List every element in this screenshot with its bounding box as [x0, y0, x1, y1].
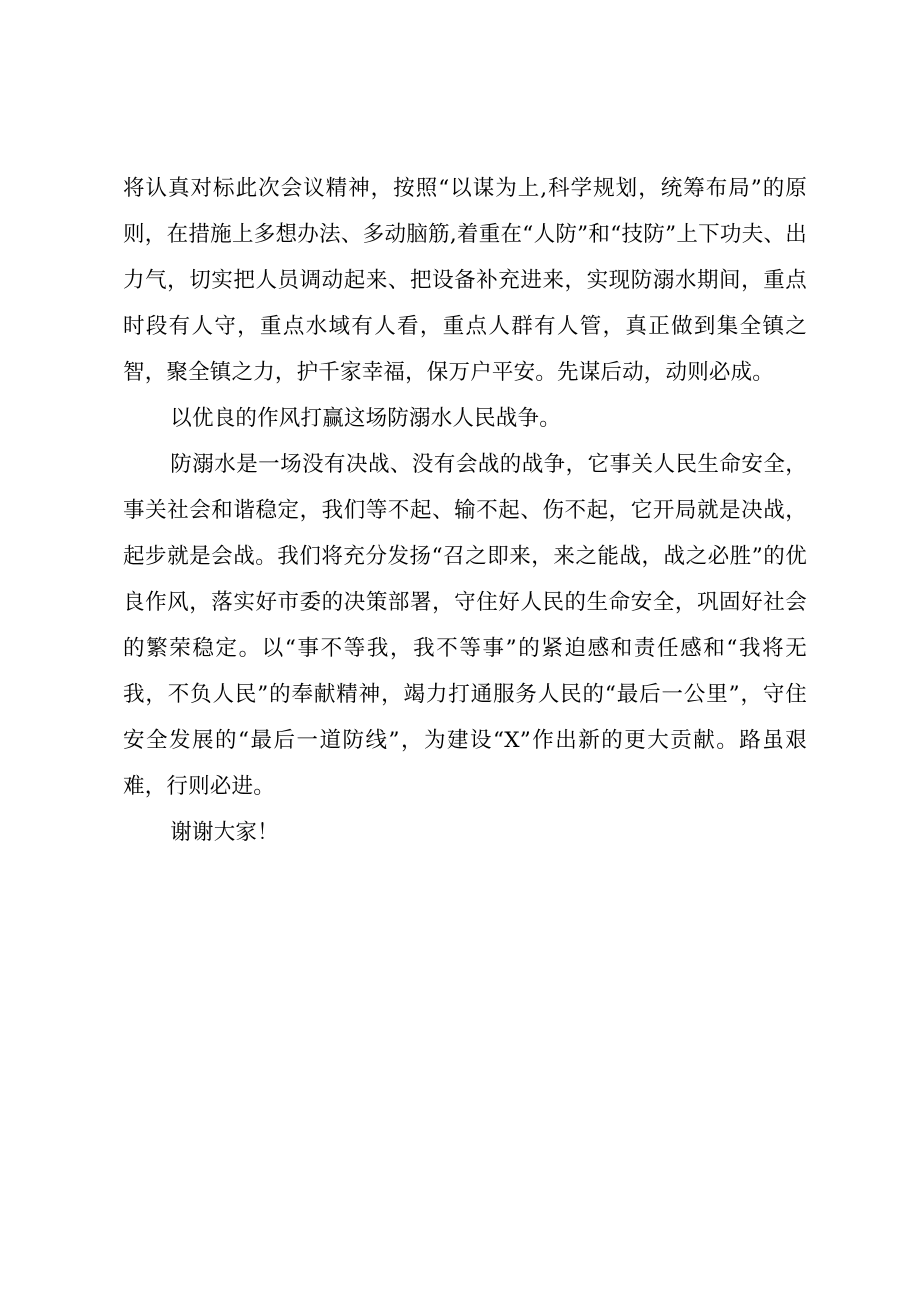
- paragraph-heading: 以优良的作风打赢这场防溺水人民战争。: [170, 406, 561, 431]
- paragraph-closing: 谢谢大家！: [170, 820, 279, 845]
- paragraph-body: 防溺水是一场没有决战、没有会战的战争，它事关人民生命安全，事关社会和谐稳定，我们等不起、输不起、伤不起，它开局就是决战，起步就是会战。我们将充分发扬“召之即来，来之能战，战之必胜”的优良作风，落实好市委的决策部署，守住好人民的生命安全，巩固好社会的繁荣稳定。以“事不等我，我不等事”的紧迫感和责任感和“我将无我，不负人民”的奉献精神，竭力打通服务人民的“最后一公里”，守住安全发展的“最后一道防线”，为建设“X”作出新的更大贡献。路虽艰难，行则必进。: [123, 452, 807, 799]
- paragraph-continuation: 将认真对标此次会议精神，按照“以谋为上,科学规划，统筹布局”的原则，在措施上多想办法、多动脑筋,着重在“人防”和“技防”上下功夫、出力气，切实把人员调动起来、把设备补充进来，实现防溺水期间，重点时段有人守，重点水域有人看，重点人群有人管，真正做到集全镇之智，聚全镇之力，护千家幸福，保万户平安。先谋后动，动则必成。: [123, 176, 807, 385]
- document-body: [123, 166, 807, 856]
